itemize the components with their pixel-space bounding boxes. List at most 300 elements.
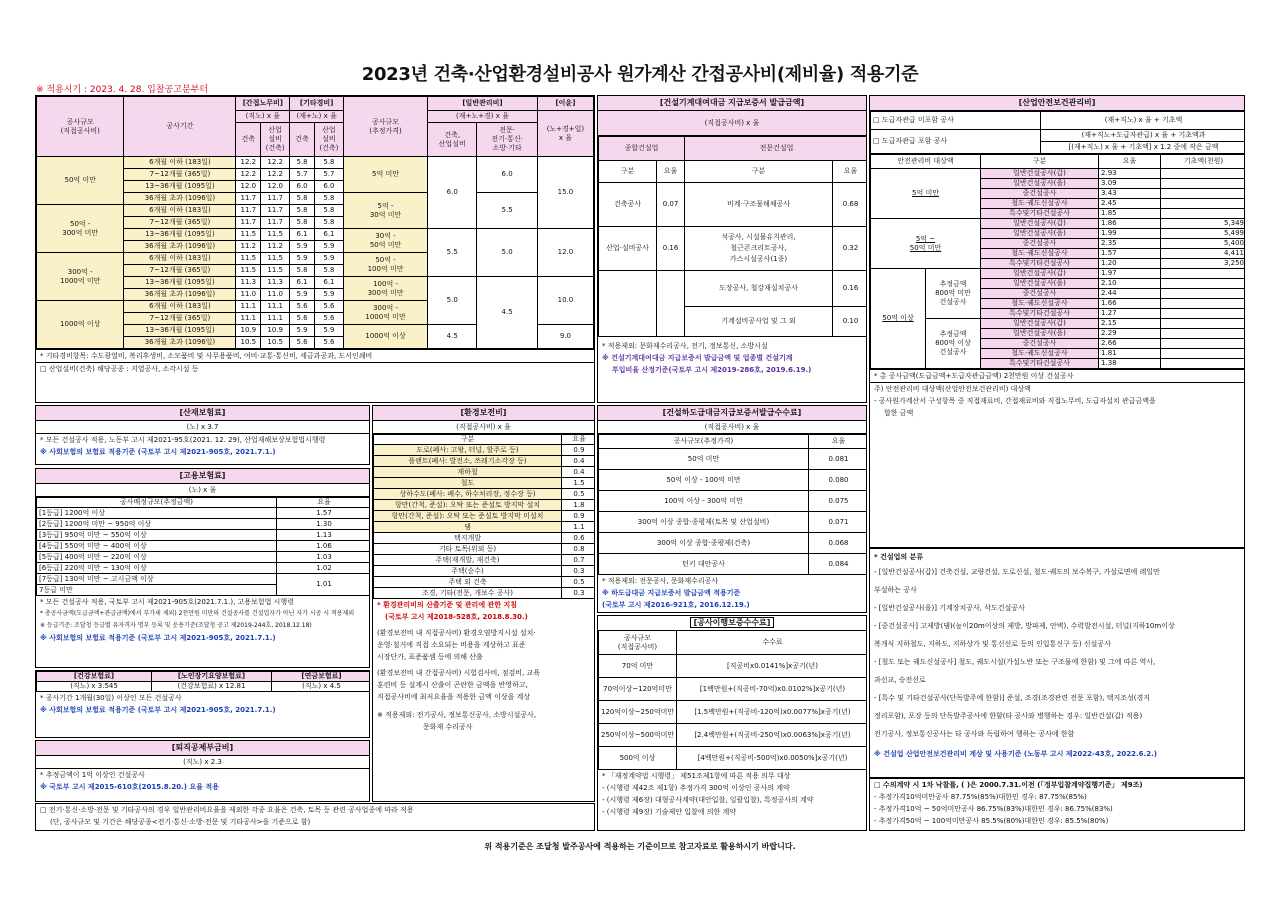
period-label: 13~36개월 (1095일) — [124, 229, 236, 241]
gm-scale-label: 5억 - 30억 미만 — [344, 193, 428, 229]
employment-formula: (노) x 율 — [36, 484, 369, 497]
rate-cell: 5.9 — [314, 289, 343, 301]
header-period: 공사기간 — [124, 97, 236, 157]
safety-kind: 중건설공사 — [981, 339, 1099, 349]
safety-kind: 철도·궤도신설공사 — [981, 249, 1099, 259]
safety-base — [1161, 169, 1245, 179]
safety-base: 5,400 — [1161, 239, 1245, 249]
machine-rate-head-2: 요율 — [833, 161, 868, 183]
period-label: 7~12개월 (365일) — [124, 169, 236, 181]
safety-rate: 1.99 — [1099, 229, 1161, 239]
rate-cell: 10.5 — [236, 337, 261, 349]
emp-grade-rate: 1.03 — [277, 552, 371, 563]
safety-base — [1161, 309, 1245, 319]
profit-rate: 15.0 — [537, 157, 593, 229]
rate-cell: 5.6 — [314, 301, 343, 313]
safety-kind: 특수및기타건설공사 — [981, 209, 1099, 219]
payment-item: - 추정가격10억 ~ 50억미만공사 86.75%(83%)대한민 경우: 86.75%(83%) — [874, 805, 1113, 813]
profit-rate: 9.0 — [537, 325, 593, 349]
safety-rate: 1.97 — [1099, 269, 1161, 279]
emp-grade-rate: 1.01 — [277, 574, 371, 596]
col-plant-2: 산업 설비 (건축) — [314, 123, 343, 157]
env-note-9: ※ 적용제외: 전기공사, 정보통신공사, 소방시설공사, — [377, 711, 537, 719]
safety-base — [1161, 299, 1245, 309]
machine-general-row-2: 산업·설비공사 — [599, 227, 657, 271]
emp-grade-label: [2등급] 1200억 미만 ~ 950억 이상 — [37, 519, 277, 530]
env-note-2: (국토부 고시 제2018-528호, 2018.8.30.) — [385, 613, 528, 621]
perf-fee: [4백만원+(직공비-500억)x0.0050%]x공기(년) — [677, 747, 868, 770]
env-title: [환경보전비] — [373, 406, 594, 421]
perf-note-3: - (시행령 제6장) 대형공사계약(대안입찰, 일괄입찰), 특정공사의 계약 — [602, 796, 814, 804]
safety-rate: 2.93 — [1099, 169, 1161, 179]
period-label: 13~36개월 (1095일) — [124, 181, 236, 193]
safety-note-2: 주) 안전관리비 대상액(산업안전보건관리비) 대상액 — [870, 382, 1244, 395]
period-label: 13~36개월 (1095일) — [124, 277, 236, 289]
pension-title: [연금보험료] — [272, 672, 371, 682]
sub-note-2: ※ 하도급대금 지급보증서 발급금액 적용기준 — [602, 589, 741, 597]
env-rate: 0.3 — [562, 588, 596, 599]
gm-build-rate: 5.5 — [428, 229, 477, 277]
gm-spec-rate: 5.0 — [477, 229, 538, 277]
rate-cell: 6.0 — [290, 181, 315, 193]
class-title: * 건설업의 분류 — [874, 553, 924, 561]
sub-rate: 0.071 — [809, 512, 868, 533]
sub-scale: 300억 이상 종합·종평제(토목 및 산업설비) — [599, 512, 809, 533]
safety-rate: 2.10 — [1099, 279, 1161, 289]
safety-kind: 철도·궤도신설공사 — [981, 349, 1099, 359]
rate-cell: 11.5 — [261, 229, 290, 241]
gm-spec-rate: 4.5 — [477, 277, 538, 349]
rate-cell: 11.7 — [236, 193, 261, 205]
machine-special-row-1: 비계·구조물해체공사 — [685, 183, 833, 227]
class-item: 전기공사, 정보통신공사는 타 공사와 독립하여 행하는 공사에 한함 — [874, 730, 1075, 738]
rate-cell: 5.9 — [290, 241, 315, 253]
sub-title: [건설하도급대금지급보증서발급수수료] — [598, 406, 866, 421]
machine-special-rate-3: 0.16 — [833, 271, 868, 307]
perf-scale: 120억이상~250억미만 — [599, 701, 677, 724]
safety-rate: 2.35 — [1099, 239, 1161, 249]
rate-cell: 5.7 — [314, 169, 343, 181]
safety-scale-under5: 5억 미만 — [871, 169, 981, 219]
env-kind: 재하철 — [374, 467, 562, 478]
period-label: 6개월 이하 (183일) — [124, 301, 236, 313]
rate-cell: 5.9 — [290, 325, 315, 337]
period-label: 7~12개월 (365일) — [124, 217, 236, 229]
safety-kind: 특수및기타건설공사 — [981, 259, 1099, 269]
gm-scale-label: 30억 - 50억 미만 — [344, 229, 428, 253]
rate-cell: 12.2 — [261, 169, 290, 181]
safety-kind: 일반건설공사(갑) — [981, 219, 1099, 229]
env-rate: 0.3 — [562, 566, 596, 577]
sub-formula: (직접공사비) x 율 — [598, 421, 866, 434]
class-item: - [일반건설공사(갑)] 건축건설, 교량건설, 도로신설, 철도·궤도의 보수복구, 가설로면에 레일만 — [874, 568, 1160, 576]
env-rate: 1.8 — [562, 500, 596, 511]
env-kind: 항만(간척, 준설): 오탁 또는 준설토 방지막 설치 — [374, 500, 562, 511]
rate-cell: 5.6 — [314, 313, 343, 325]
period-label: 36개월 초과 (1096일) — [124, 193, 236, 205]
sub-rate: 0.084 — [809, 554, 868, 575]
subcontract-box — [597, 405, 867, 613]
class-item: - [일반건설공사(을)] 기계장치공사, 삭도건설공사 — [874, 604, 1025, 612]
env-kind: 조경, 기타(전문, 개보수 공사) — [374, 588, 562, 599]
employment-insurance-box — [35, 468, 370, 668]
env-note-1: * 환경관리비의 산출기준 및 관리에 관한 지침 — [377, 601, 517, 609]
employment-note-3: ※ 등급기준: 조달청 등급별 유자격자 명부 등록 및 운용기준(조달청 공고 제2019-244호, 2018.12.18) — [40, 622, 312, 629]
safety-base — [1161, 349, 1245, 359]
perf-scale: 70억 미만 — [599, 655, 677, 678]
emp-grade-rate: 1.13 — [277, 530, 371, 541]
perf-header-fee: 수수료 — [677, 631, 868, 655]
env-header-rate: 요율 — [562, 435, 596, 445]
safety-rate: 3.43 — [1099, 189, 1161, 199]
safety-rule-1-formula: (재+직노) x 율 + 기초액 — [1041, 112, 1246, 130]
machine-rate-head-1: 요율 — [657, 161, 685, 183]
safety-rate: 2.45 — [1099, 199, 1161, 209]
rate-cell: 6.0 — [314, 181, 343, 193]
gm-spec-rate: 6.0 — [477, 157, 538, 193]
class-item: 정리포함), 포장 등의 단독발주공사에 한함(타 공사와 병행하는 경우: 일반건설(갑) 적용) — [874, 712, 1143, 720]
safety-sub-2: 추정금액 800억 이상 건설공사 — [926, 319, 981, 369]
rate-cell: 12.0 — [261, 181, 290, 193]
env-rate: 0.6 — [562, 533, 596, 544]
env-kind: 도로(폐사: 고왕, 터널, 할주로 등) — [374, 445, 562, 456]
formula-labor: (직노) x 율 — [236, 111, 290, 123]
rate-cell: 10.9 — [261, 325, 290, 337]
safety-rate: 1.38 — [1099, 359, 1161, 369]
safety-base: 5,499 — [1161, 229, 1245, 239]
safety-rule-2-formula: (재+직노+도급자관급) x 율 + 기초액과 — [1041, 130, 1246, 142]
emp-grade-label: [5등급] 400억 미만 ~ 220억 이상 — [37, 552, 277, 563]
formula-other: (재+노) x 율 — [290, 111, 344, 123]
rate-cell: 5.8 — [290, 193, 315, 205]
retire-note-1: * 추정금액이 1억 이상인 건설공사 — [40, 771, 145, 779]
safety-base — [1161, 179, 1245, 189]
rate-cell: 11.2 — [261, 241, 290, 253]
machine-special-row-4: 기계설비공사업 및 그 외 — [685, 307, 833, 337]
header-scale-estimate: 공사규모 (추정가격) — [344, 97, 428, 157]
perf-scale: 70억이상~120억미만 — [599, 678, 677, 701]
perf-note-2: - (시행령 제42조 제1항) 추정가격 300억 이상인 공사의 계약 — [602, 784, 790, 792]
machine-general-rate-1: 0.07 — [657, 183, 685, 227]
formula-profit: (노+경+일) x 율 — [537, 111, 593, 157]
machine-special-rate-2: 0.32 — [833, 227, 868, 271]
perf-fee: [1.5백만원+(직공비-120억)x0.0077%]x공기(년) — [677, 701, 868, 724]
env-rate: 0.4 — [562, 456, 596, 467]
rate-cell: 11.5 — [236, 253, 261, 265]
col-plant: 산업 설비 (건축) — [261, 123, 290, 157]
period-label: 6개월 이하 (183일) — [124, 205, 236, 217]
rate-cell: 10.9 — [236, 325, 261, 337]
industrial-note-2: ※ 사회보험의 보험료 적용기준 (국토부 고시 제2021-905호, 2021.7.1.) — [40, 448, 276, 456]
safety-header-target: 안전관리비 대상액 — [871, 155, 981, 169]
care-title: [노인장기요양보험료] — [152, 672, 272, 682]
sub-scale: 300억 이상 종합·종평제(건축) — [599, 533, 809, 554]
emp-grade-rate: 1.30 — [277, 519, 371, 530]
safety-scale-over50: 50억 이상 — [871, 269, 926, 369]
safety-kind: 특수및기타건설공사 — [981, 359, 1099, 369]
perf-fee: [2.4백만원+(직공비-250억)x0.0063%]x공기(년) — [677, 724, 868, 747]
class-item: ※ 건설업 산업안전보건관리비 계상 및 사용기준 (노동부 고시 제2022-43호, 2022.6.2.) — [874, 750, 1157, 758]
rate-cell: 11.5 — [236, 229, 261, 241]
sub-header-rate: 요율 — [809, 435, 868, 449]
rate-cell: 5.8 — [290, 265, 315, 277]
period-label: 36개월 초과 (1096일) — [124, 241, 236, 253]
rate-cell: 6.1 — [290, 229, 315, 241]
perf-note-1: * 「재정계약법 시행령」 제51조제1항에 따른 적용 의무 대상 — [602, 772, 791, 780]
bottom-note-1: □ 전기·통신·소방·전문 및 기타공사의 경우 일반관리비요율을 제외한 각종 요율은 건축, 토목 등 관련 공사업종에 따라 적용 — [40, 806, 414, 814]
env-header-kind: 구분 — [374, 435, 562, 445]
rate-cell: 11.1 — [261, 301, 290, 313]
health-formula: (직노) x 3.545 — [37, 682, 152, 692]
formula-gm: (재+노+경) x 율 — [428, 111, 538, 123]
machine-note-2: ※ 건설기계대여대금 지급보증서 발급금액 및 업종별 건설기계 — [602, 354, 793, 362]
gm-scale-label: 50억 - 100억 미만 — [344, 253, 428, 277]
rate-cell: 11.1 — [236, 301, 261, 313]
emp-grade-label: [6등급] 220억 미만 ~ 130억 이상 — [37, 563, 277, 574]
env-note-6: (환경보전비 내 간접공사비) 시험검사비, 점검비, 교육 — [377, 669, 541, 677]
gm-build-rate: 5.0 — [428, 277, 477, 325]
env-rate: 0.8 — [562, 544, 596, 555]
gm-build-rate: 6.0 — [428, 157, 477, 229]
payment-item: - 추정가격10억미만공사 87.75%(85%)대한민 경우: 87.75%(85%) — [874, 793, 1087, 801]
employment-title: [고용보험료] — [36, 469, 369, 484]
machine-general-head: 종합건설업 — [599, 137, 685, 161]
rate-cell: 5.9 — [290, 253, 315, 265]
env-rate: 0.5 — [562, 577, 596, 588]
classification-box — [869, 548, 1245, 778]
header-scale: 공사규모 (직접공사비) — [37, 97, 124, 157]
env-note-4: 운영·철거에 직접 소요되는 비용을 계상하고 표준 — [377, 641, 526, 649]
safety-sub-1: 추정금액 800억 미만 건설공사 — [926, 269, 981, 319]
apply-note: ※ 적용시기 : 2023. 4. 28. 입찰공고분부터 — [36, 85, 209, 95]
main-note-1: * 기타경비항목: 수도광열비, 복리후생비, 소모품비 및 사무용품비, 여비·교통·통신비, 세금과공과, 도서인쇄비 — [36, 349, 594, 362]
safety-base — [1161, 319, 1245, 329]
rate-cell: 11.0 — [261, 289, 290, 301]
safety-rule-2: □ 도급자관급 포함 공사 — [871, 130, 1041, 154]
period-label: 7~12개월 (365일) — [124, 265, 236, 277]
safety-kind: 중건설공사 — [981, 189, 1099, 199]
rate-cell: 10.5 — [261, 337, 290, 349]
emp-grade-label: [3등급] 950억 미만 ~ 550억 이상 — [37, 530, 277, 541]
bottom-note-box — [35, 803, 595, 831]
retire-formula: (직노) x 2.3 — [36, 756, 369, 769]
sub-note-1: * 적용제외: 전문공사, 문화재수리공사 — [602, 577, 719, 585]
rate-cell: 11.7 — [261, 193, 290, 205]
safety-base — [1161, 279, 1245, 289]
env-kind: 항만(간척, 준설): 오탁 또는 준설토 방지막 미설치 — [374, 511, 562, 522]
rate-cell: 11.7 — [261, 205, 290, 217]
rate-cell: 5.6 — [290, 301, 315, 313]
emp-grade-rate: 1.06 — [277, 541, 371, 552]
col-gm-spec: 전문· 전기·통신· 소방·기타 — [477, 123, 538, 157]
sub-note-3: (국토부 고시 제2016-921호, 2016.12.19.) — [602, 601, 750, 609]
perf-title: [공사이행보증수수료] — [690, 617, 775, 628]
safety-base: 4,411 — [1161, 249, 1245, 259]
safety-rate: 2.44 — [1099, 289, 1161, 299]
rate-cell: 11.5 — [236, 265, 261, 277]
machine-blank-2 — [657, 271, 685, 337]
safety-kind: 일반건설공사(을) — [981, 329, 1099, 339]
env-note-10: 문화재 수리공사 — [423, 723, 473, 731]
safety-kind: 철도·궤도신설공사 — [981, 299, 1099, 309]
col-gm-build: 건축, 산업설비 — [428, 123, 477, 157]
safety-rule-2-formula-b: [(재+직노) x 율 + 기초액] x 1.2 중에 작은 금액 — [1041, 142, 1246, 154]
sub-rate: 0.075 — [809, 491, 868, 512]
industrial-insurance-box — [35, 405, 370, 465]
class-item: - [중건설공사] 고제방(댐)(높이20m이상의 제방, 방파제, 안벽), 수력발전시설, 터널(지하10m이상 — [874, 622, 1175, 630]
machine-kind-head-2: 구분 — [685, 161, 833, 183]
env-kind: 철도 — [374, 478, 562, 489]
safety-rate: 1.20 — [1099, 259, 1161, 269]
env-note-7: 훈련비 등 설계시 산출이 곤란한 금액을 반영하고, — [377, 681, 528, 689]
safety-note-4: 합한 금액 — [884, 409, 914, 417]
employment-note-2: * 총공사금액(도급금액+관급금액)에서 부가세 제외) 2천만원 미만의 건설공사를 건설업자가 아닌 자가 시공 시 적용제외 — [40, 610, 355, 617]
scale-label: 50억 미만 — [37, 157, 124, 205]
emp-header-rate: 요율 — [277, 498, 371, 508]
env-rate: 1.5 — [562, 478, 596, 489]
safety-rule-1: □ 도급자관급 미포함 공사 — [871, 112, 1041, 130]
sub-scale: 턴키 대안공사 — [599, 554, 809, 575]
page-title: 2023년 건축·산업환경설비공사 원가계산 간접공사비(제비율) 적용기준 — [361, 64, 919, 85]
period-label: 36개월 초과 (1096일) — [124, 337, 236, 349]
retire-title: [퇴직공제부금비] — [36, 741, 369, 756]
main-note-2: □ 산업설비(건축) 해당공종 : 지열공사, 소각시설 등 — [36, 362, 594, 375]
safety-box — [869, 95, 1245, 548]
rate-cell: 5.6 — [314, 337, 343, 349]
period-label: 6개월 이하 (183일) — [124, 253, 236, 265]
class-item: 부설하는 공사 — [874, 586, 917, 594]
rate-cell: 11.1 — [236, 313, 261, 325]
safety-rate: 2.15 — [1099, 319, 1161, 329]
safety-scale-5to50: 5억 ~ 50억 미만 — [871, 219, 981, 269]
perf-scale: 500억 이상 — [599, 747, 677, 770]
safety-rate: 1.57 — [1099, 249, 1161, 259]
safety-note-3: - 공사원가계산서 구성항목 중 직접재료비, 간접재료비와 직접노무비, 도급자설치 관급금액을 — [874, 397, 1156, 405]
gm-scale-label: 5억 미만 — [344, 157, 428, 193]
perf-scale: 250억이상~500억미만 — [599, 724, 677, 747]
rate-cell: 11.5 — [261, 253, 290, 265]
safety-kind: 일반건설공사(을) — [981, 179, 1099, 189]
emp-grade-label: [7등급] 130억 미만 ~ 고시금액 이상 — [37, 574, 277, 585]
rate-cell: 5.8 — [314, 205, 343, 217]
header-other-expense: [기타경비] — [290, 97, 344, 111]
rate-cell: 12.2 — [236, 169, 261, 181]
env-kind: 주택(재개발, 재건축) — [374, 555, 562, 566]
perf-header-scale: 공사규모 (직접공사비) — [599, 631, 677, 655]
rate-cell: 11.2 — [236, 241, 261, 253]
rate-cell: 11.3 — [261, 277, 290, 289]
pension-note-1: * 공사기간 1개월(30일) 이상인 모든 건설공사 — [40, 694, 182, 702]
rate-cell: 6.1 — [314, 229, 343, 241]
emp-header-scale: 공사배정규모(추정금액) — [37, 498, 277, 508]
safety-base — [1161, 289, 1245, 299]
industrial-formula: (노) x 3.7 — [36, 421, 369, 434]
social-insurance-box — [35, 670, 370, 738]
industrial-title: [산재보험료] — [36, 406, 369, 421]
period-label: 7~12개월 (365일) — [124, 313, 236, 325]
rate-cell: 5.6 — [290, 337, 315, 349]
safety-kind: 일반건설공사(갑) — [981, 319, 1099, 329]
main-rate-table — [35, 95, 595, 403]
retire-note-2: ※ 국토부 고시 제2015-610호(2015.8.20.) 요율 적용 — [40, 783, 219, 791]
safety-note-1: * 총 공사금액(도급금액+도급자관급금액) 2천만원 이상 건설공사 — [870, 369, 1244, 382]
gm-scale-label: 300억 - 1000억 미만 — [344, 301, 428, 325]
bottom-note-2: (단, 공사규모 및 기간은 해당공종<전기·통신·소방·전문 및 기타공사>을 기준으로 함) — [50, 818, 311, 826]
rate-cell: 11.5 — [261, 265, 290, 277]
industrial-note-1: * 모든 건설공사 적용, 노동부 고시 제2021-95호(2021. 12. 29), 산업재해보상보험법시행령 — [40, 436, 326, 444]
env-kind: 상하수도(폐사: 폐수, 하수처리장, 정수장 등) — [374, 489, 562, 500]
rate-cell: 5.8 — [314, 217, 343, 229]
safety-kind: 일반건설공사(갑) — [981, 169, 1099, 179]
period-label: 36개월 초과 (1096일) — [124, 289, 236, 301]
period-label: 6개월 이하 (183일) — [124, 157, 236, 169]
rate-cell: 5.8 — [314, 265, 343, 277]
rate-cell: 5.8 — [290, 217, 315, 229]
rate-cell: 5.9 — [314, 325, 343, 337]
class-item: - [특수 및 기타건설공사(단독발주에 한함)] 준설, 조경(조경관련 전문 포함), 택지조성(경지 — [874, 694, 1151, 702]
employment-note-4: ※ 사회보험의 보험료 적용기준 (국토부 고시 제2021-905호, 2021.7.1.) — [40, 634, 276, 642]
machine-special-row-2: 석공사, 시설물유지관리, 철근콘크리트공사, 가스시설공사(1종) — [685, 227, 833, 271]
safety-base: 5,349 — [1161, 219, 1245, 229]
machine-special-rate-1: 0.68 — [833, 183, 868, 227]
rate-cell: 12.2 — [261, 157, 290, 169]
rate-cell: 5.9 — [290, 289, 315, 301]
rate-cell: 5.8 — [314, 193, 343, 205]
safety-base — [1161, 359, 1245, 369]
rate-cell: 6.1 — [314, 277, 343, 289]
payment-box — [869, 778, 1245, 831]
safety-header-base: 기초액(천원) — [1161, 155, 1245, 169]
period-label: 13~36개월 (1095일) — [124, 325, 236, 337]
machine-formula: (직접공사비) x 율 — [598, 111, 866, 136]
class-item: 과선교, 승전선로 — [874, 676, 926, 684]
machine-kind-head-1: 구분 — [599, 161, 657, 183]
rate-cell: 5.8 — [290, 205, 315, 217]
pension-note-2: ※ 사회보험의 보험료 적용기준 (국토부 고시 제2021-905호, 2021.7.1.) — [40, 706, 276, 714]
machine-special-row-3: 도장공사, 철강재설치공사 — [685, 271, 833, 307]
payment-title: □ 수의계약 시 1차 낙찰률, ( )은 2000.7.31.이전 (「정부입찰계약집행기준」 제9조) — [874, 781, 1143, 789]
perf-fee: [1백만원+(직공비-70억)x0.0102%]x공기(년) — [677, 678, 868, 701]
safety-base — [1161, 329, 1245, 339]
machine-blank — [599, 271, 657, 337]
payment-item: - 추정가격50억 ~ 100억미만공사 85.5%(80%)대한민 경우: 85.5%(80%) — [874, 817, 1109, 825]
header-general-mgmt: [일반관리비] — [428, 97, 538, 111]
safety-base — [1161, 199, 1245, 209]
machine-general-row-1: 건축공사 — [599, 183, 657, 227]
safety-rate: 1.81 — [1099, 349, 1161, 359]
gm-build-rate: 4.5 — [428, 325, 477, 349]
sub-scale: 50억 미만 — [599, 449, 809, 470]
emp-grade-label: 7등급 미만 — [37, 585, 277, 596]
machine-special-rate-4: 0.10 — [833, 307, 868, 337]
safety-rate: 1.85 — [1099, 209, 1161, 219]
safety-kind: 일반건설공사(을) — [981, 229, 1099, 239]
gm-scale-label: 100억 - 300억 미만 — [344, 277, 428, 301]
rate-cell: 12.2 — [236, 157, 261, 169]
machine-title: [건설기계대여대금 지급보증서 발급금액] — [598, 96, 866, 111]
env-formula: (직접공사비) x 율 — [373, 421, 594, 434]
perf-fee: [직공비x0.0141%]x공기(년) — [677, 655, 868, 678]
safety-rate: 2.29 — [1099, 329, 1161, 339]
safety-header-rate: 요율 — [1099, 155, 1161, 169]
col-build: 건축 — [236, 123, 261, 157]
env-kind: 주택(순수) — [374, 566, 562, 577]
employment-note-1: * 모든 건설공사 적용, 국토부 고시 제2021-905호(2021.7.1.), 고용보험법 시행령 — [40, 598, 294, 606]
env-kind: 플랜트(폐사: 발전소, 쓰레기소각장 등) — [374, 456, 562, 467]
rate-cell: 5.8 — [290, 157, 315, 169]
safety-base — [1161, 189, 1245, 199]
gm-spec-rate: 5.5 — [477, 193, 538, 229]
